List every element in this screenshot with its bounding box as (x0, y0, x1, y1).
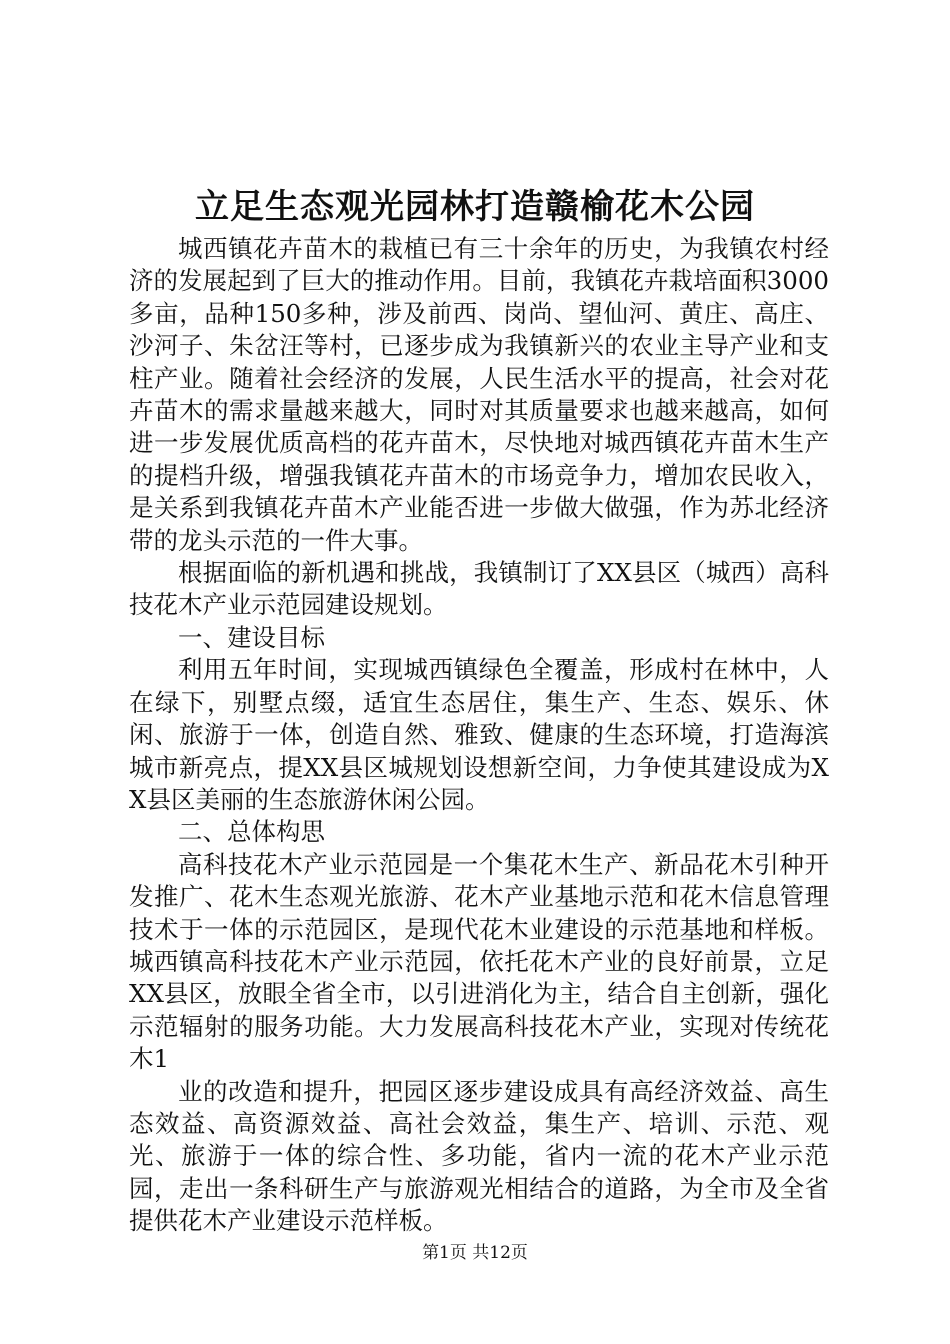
paragraph-concept: 高科技花木产业示范园是一个集花木生产、新品花木引种开发推广、花木生态观光旅游、花木产业基地示范和花木信息管理技术于一体的示范园区，是现代花木业建设的示范基地和样板。城西镇高科技花木产业示范园，依托花木产业的良好前景，立足XX县区，放眼全省全市，以引进消化为主，结合自主创新，强化示范辐射的服务功能。大力发展高科技花木产业，实现对传统花木1 (129, 849, 829, 1074)
section-heading-goals: 一、建设目标 (178, 622, 325, 652)
paragraph-goals: 利用五年时间，实现城西镇绿色全覆盖，形成村在林中，人在绿下，别墅点缀，适宜生态居住，集生产、生态、娱乐、休闲、旅游于一体，创造自然、雅致、健康的生态环境，打造海滨城市新亮点，提XX县区城规划设想新空间，力争使其建设成为XX县区美丽的生态旅游休闲公园。 (129, 655, 829, 814)
page-number: 第1页 共12页 (422, 1243, 528, 1263)
section-heading-concept: 二、总体构思 (178, 817, 325, 847)
paragraph-plan: 根据面临的新机遇和挑战，我镇制订了XX县区（城西）高科技花木产业示范园建设规划。 (129, 558, 829, 620)
paragraph-continuation: 业的改造和提升，把园区逐步建设成具有高经济效益、高生态效益、高资源效益、高社会效益，集生产、培训、示范、观光、旅游于一体的综合性、多功能，省内一流的花木产业示范园，走出一条科研生产与旅游观光相结合的道路，为全市及全省提供花木产业建设示范样板。 (129, 1076, 829, 1236)
paragraph-intro: 城西镇花卉苗木的栽植已有三十余年的历史，为我镇农村经济的发展起到了巨大的推动作用。目前，我镇花卉栽培面积3000多亩，品种150多种，涉及前西、岗尚、望仙河、黄庄、高庄、沙河子、朱岔汪等村，已逐步成为我镇新兴的农业主导产业和支柱产业。随着社会经济的发展，人民生活水平的提高，社会对花卉苗木的需求量越来越大，同时对其质量要求也越来越高，如何进一步发展优质高档的花卉苗木，尽快地对城西镇花卉苗木生产的提档升级，增强我镇花卉苗木的市场竞争力，增加农民收入，是关系到我镇花卉苗木产业能否进一步做大做强，作为苏北经济带的龙头示范的一件大事。 (129, 234, 829, 555)
document-body (129, 233, 829, 1238)
document-title: 立足生态观光园林打造赣榆花木公园 (195, 187, 755, 227)
